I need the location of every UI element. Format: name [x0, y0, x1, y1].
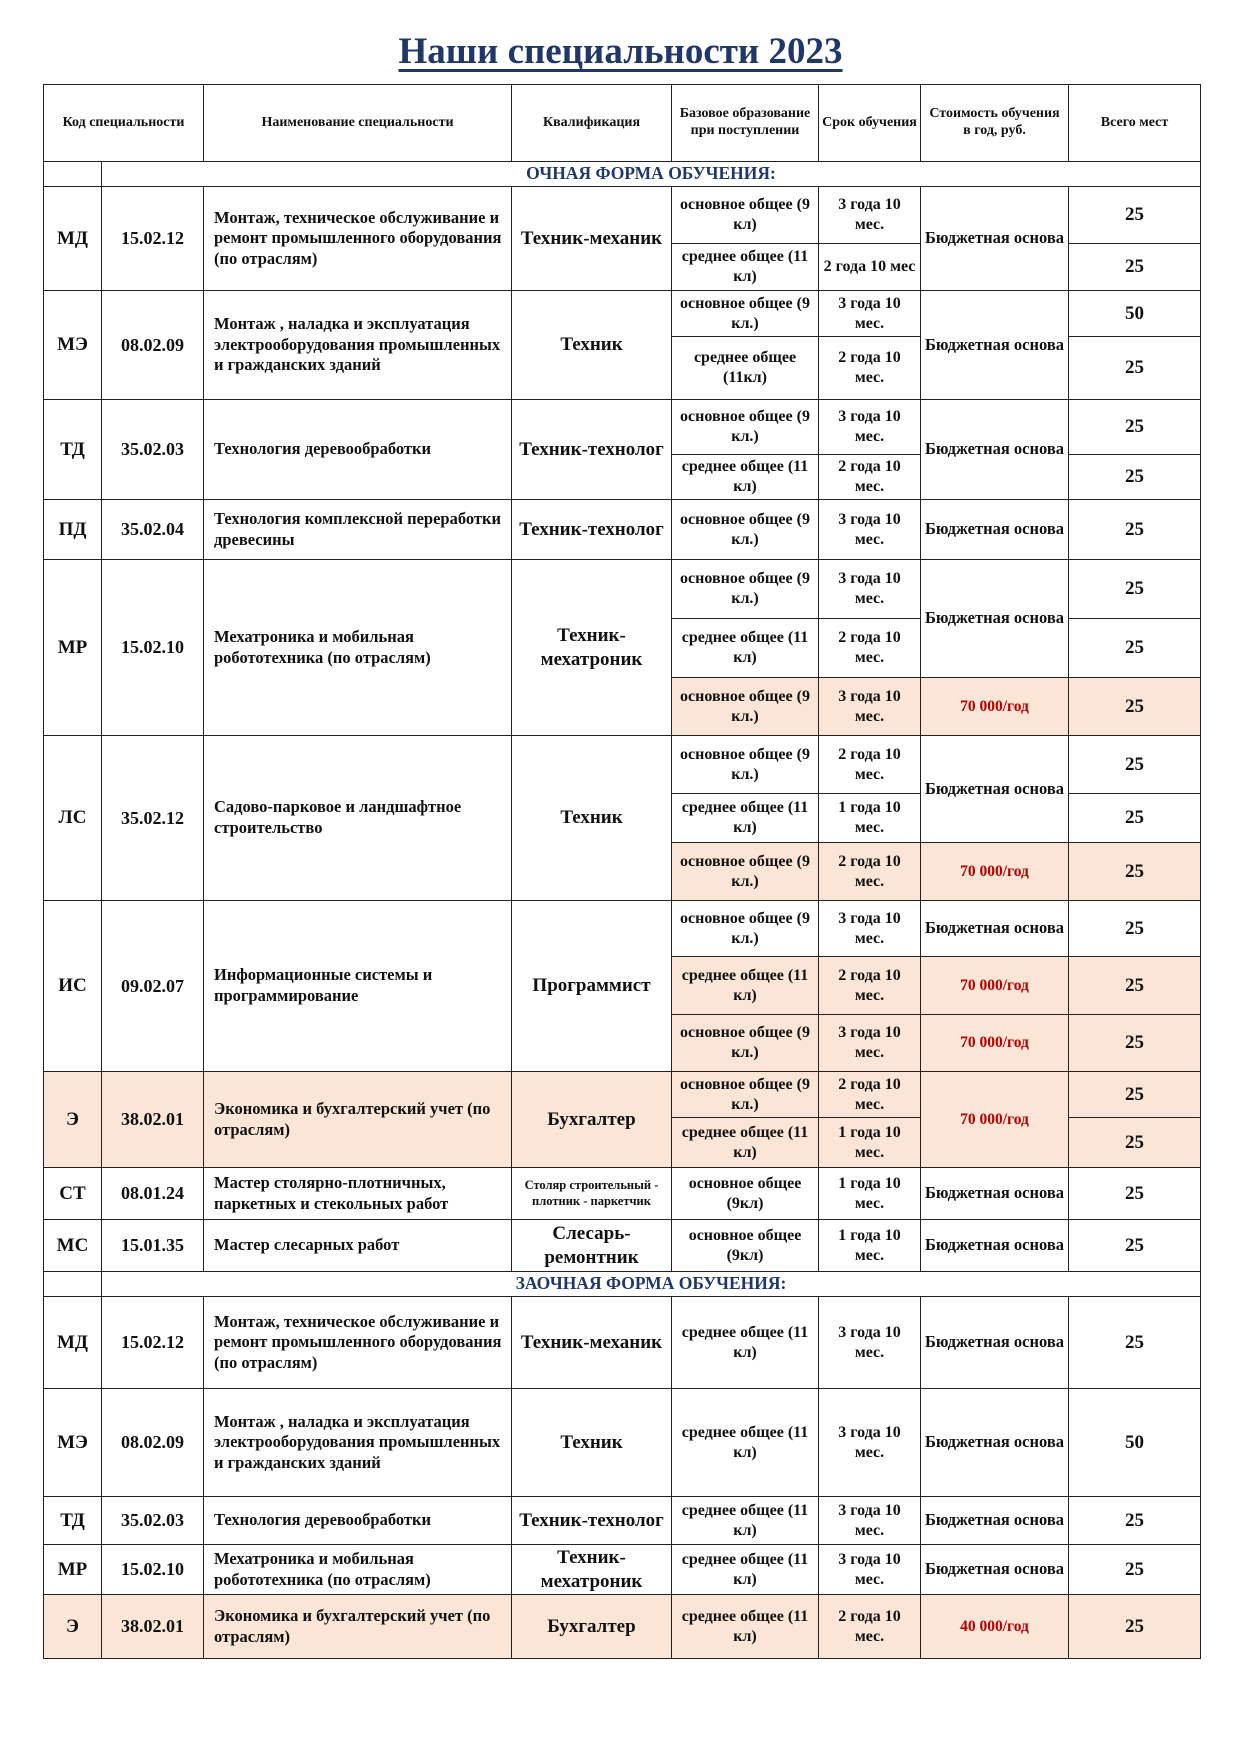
base-cell: основное общее (9 кл.): [672, 400, 819, 455]
abbr-cell: ТД: [44, 400, 102, 500]
code-cell: 38.02.01: [102, 1072, 204, 1168]
term-cell: 1 года 10 мес.: [819, 1118, 921, 1168]
term-cell: 3 года 10 мес.: [819, 1389, 921, 1497]
seats-cell: 25: [1069, 1545, 1201, 1595]
cost-cell: Бюджетная основа: [921, 736, 1069, 843]
seats-cell: 25: [1069, 901, 1201, 957]
cost-cell: 70 000/год: [921, 957, 1069, 1015]
section-row: [44, 162, 1201, 187]
seats-cell: 25: [1069, 794, 1201, 843]
name-cell: Мастер столярно-плотничных, паркетных и стекольных работ: [204, 1168, 512, 1220]
term-cell: 1 года 10 мес.: [819, 794, 921, 843]
term-cell: 3 года 10 мес.: [819, 1297, 921, 1389]
table-row: [44, 291, 1201, 337]
cost-cell: Бюджетная основа: [921, 1497, 1069, 1545]
base-cell: среднее общее (11 кл): [672, 244, 819, 291]
table-row: [44, 1168, 1201, 1220]
term-cell: 1 года 10 мес.: [819, 1168, 921, 1220]
name-cell: Садово-парковое и ландшафтное строительство: [204, 736, 512, 901]
code-cell: 35.02.03: [102, 400, 204, 500]
term-cell: 3 года 10 мес.: [819, 901, 921, 957]
seats-cell: 25: [1069, 1595, 1201, 1659]
cost-cell: 70 000/год: [921, 1072, 1069, 1168]
cost-cell: Бюджетная основа: [921, 400, 1069, 500]
seats-cell: 25: [1069, 619, 1201, 678]
base-cell: среднее общее (11 кл): [672, 1118, 819, 1168]
cost-cell: Бюджетная основа: [921, 1297, 1069, 1389]
section-correspondence: ЗАОЧНАЯ ФОРМА ОБУЧЕНИЯ:: [102, 1272, 1201, 1297]
table-row: [44, 1297, 1201, 1389]
abbr-cell: МР: [44, 1545, 102, 1595]
table-row: [44, 1389, 1201, 1497]
seats-cell: 25: [1069, 1297, 1201, 1389]
table-row: [44, 1072, 1201, 1118]
term-cell: 2 года 10 мес.: [819, 1595, 921, 1659]
abbr-cell: ЛС: [44, 736, 102, 901]
base-cell: основное общее (9 кл.): [672, 560, 819, 619]
term-cell: 3 года 10 мес.: [819, 400, 921, 455]
table-row: [44, 560, 1201, 619]
base-cell: основное общее (9кл): [672, 1168, 819, 1220]
code-cell: 35.02.12: [102, 736, 204, 901]
term-cell: 2 года 10 мес.: [819, 957, 921, 1015]
code-cell: 38.02.01: [102, 1595, 204, 1659]
header-base: Базовое образование при поступлении: [672, 85, 819, 162]
seats-cell: 25: [1069, 1168, 1201, 1220]
base-cell: среднее общее (11 кл): [672, 455, 819, 500]
code-cell: 15.02.12: [102, 1297, 204, 1389]
base-cell: среднее общее (11 кл): [672, 1545, 819, 1595]
header-term: Срок обучения: [819, 85, 921, 162]
table-row: [44, 736, 1201, 794]
name-cell: Технология комплексной переработки древесины: [204, 500, 512, 560]
cost-cell: 40 000/год: [921, 1595, 1069, 1659]
table-row: [44, 1220, 1201, 1272]
term-cell: 3 года 10 мес.: [819, 678, 921, 736]
code-cell: 35.02.04: [102, 500, 204, 560]
cost-cell: Бюджетная основа: [921, 291, 1069, 400]
base-cell: основное общее (9 кл.): [672, 678, 819, 736]
seats-cell: 25: [1069, 400, 1201, 455]
base-cell: основное общее (9 кл.): [672, 1072, 819, 1118]
qualification-cell: Техник-технолог: [512, 500, 672, 560]
cost-cell: Бюджетная основа: [921, 187, 1069, 291]
seats-cell: 25: [1069, 736, 1201, 794]
abbr-cell: МР: [44, 560, 102, 736]
qualification-cell: Техник-механик: [512, 187, 672, 291]
qualification-cell: Техник: [512, 291, 672, 400]
base-cell: среднее общее (11 кл): [672, 794, 819, 843]
term-cell: 3 года 10 мес.: [819, 1545, 921, 1595]
abbr-cell: МС: [44, 1220, 102, 1272]
header-cost: Стоимость обучения в год, руб.: [921, 85, 1069, 162]
abbr-cell: МД: [44, 187, 102, 291]
name-cell: Монтаж, техническое обслуживание и ремонт промышленного оборудования (по отраслям): [204, 187, 512, 291]
term-cell: 2 года 10 мес.: [819, 736, 921, 794]
seats-cell: 25: [1069, 1497, 1201, 1545]
base-cell: основное общее (9 кл): [672, 187, 819, 244]
qualification-cell: Слесарь-ремонтник: [512, 1220, 672, 1272]
base-cell: среднее общее (11 кл): [672, 619, 819, 678]
seats-cell: 50: [1069, 291, 1201, 337]
seats-cell: 25: [1069, 957, 1201, 1015]
base-cell: среднее общее (11 кл): [672, 1389, 819, 1497]
term-cell: 2 года 10 мес.: [819, 843, 921, 901]
abbr-cell: МД: [44, 1297, 102, 1389]
base-cell: основное общее (9 кл.): [672, 901, 819, 957]
seats-cell: 25: [1069, 1015, 1201, 1072]
code-cell: 08.01.24: [102, 1168, 204, 1220]
seats-cell: 25: [1069, 500, 1201, 560]
name-cell: Монтаж, техническое обслуживание и ремонт промышленного оборудования (по отраслям): [204, 1297, 512, 1389]
abbr-cell: ИС: [44, 901, 102, 1072]
seats-cell: 25: [1069, 1220, 1201, 1272]
base-cell: основное общее (9 кл.): [672, 1015, 819, 1072]
seats-cell: 25: [1069, 560, 1201, 619]
base-cell: основное общее (9 кл.): [672, 500, 819, 560]
base-cell: основное общее (9 кл.): [672, 291, 819, 337]
cost-cell: 70 000/год: [921, 678, 1069, 736]
qualification-cell: Бухгалтер: [512, 1595, 672, 1659]
abbr-cell: ТД: [44, 1497, 102, 1545]
header-row: [44, 85, 1201, 162]
cost-cell: Бюджетная основа: [921, 1220, 1069, 1272]
name-cell: Экономика и бухгалтерский учет (по отраслям): [204, 1072, 512, 1168]
table-row: [44, 187, 1201, 244]
name-cell: Мехатроника и мобильная робототехника (по отраслям): [204, 560, 512, 736]
term-cell: 2 года 10 мес.: [819, 619, 921, 678]
name-cell: Технология деревообработки: [204, 1497, 512, 1545]
term-cell: 1 года 10 мес.: [819, 1220, 921, 1272]
table-row: [44, 901, 1201, 957]
abbr-cell: СТ: [44, 1168, 102, 1220]
table-row: [44, 1545, 1201, 1595]
qualification-cell: Техник: [512, 736, 672, 901]
name-cell: Мехатроника и мобильная робототехника (по отраслям): [204, 1545, 512, 1595]
section-full-time: ОЧНАЯ ФОРМА ОБУЧЕНИЯ:: [102, 162, 1201, 187]
abbr-cell: Э: [44, 1072, 102, 1168]
cost-cell: 70 000/год: [921, 1015, 1069, 1072]
seats-cell: 25: [1069, 1118, 1201, 1168]
abbr-cell: ПД: [44, 500, 102, 560]
cost-cell: 70 000/год: [921, 843, 1069, 901]
term-cell: 3 года 10 мес.: [819, 1015, 921, 1072]
base-cell: среднее общее (11 кл): [672, 1497, 819, 1545]
cost-cell: Бюджетная основа: [921, 560, 1069, 678]
qualification-cell: Техник-мехатроник: [512, 560, 672, 736]
page-title: Наши специальности 2023: [398, 31, 843, 72]
code-cell: 15.02.10: [102, 560, 204, 736]
seats-cell: 25: [1069, 843, 1201, 901]
term-cell: 3 года 10 мес.: [819, 500, 921, 560]
term-cell: 3 года 10 мес.: [819, 560, 921, 619]
base-cell: основное общее (9 кл.): [672, 843, 819, 901]
header-name: Наименование специальности: [204, 85, 512, 162]
table-row: [44, 400, 1201, 455]
base-cell: среднее общее (11 кл): [672, 1297, 819, 1389]
base-cell: среднее общее (11 кл): [672, 957, 819, 1015]
term-cell: 2 года 10 мес.: [819, 1072, 921, 1118]
qualification-cell: Техник-мехатроник: [512, 1545, 672, 1595]
abbr-cell: МЭ: [44, 1389, 102, 1497]
code-cell: 35.02.03: [102, 1497, 204, 1545]
qualification-cell: Программист: [512, 901, 672, 1072]
name-cell: Монтаж , наладка и эксплуатация электрооборудования промышленных и гражданских зданий: [204, 1389, 512, 1497]
name-cell: Информационные системы и программирование: [204, 901, 512, 1072]
seats-cell: 25: [1069, 337, 1201, 400]
term-cell: 3 года 10 мес.: [819, 1497, 921, 1545]
code-cell: 15.02.10: [102, 1545, 204, 1595]
code-cell: 09.02.07: [102, 901, 204, 1072]
term-cell: 2 года 10 мес.: [819, 337, 921, 400]
qualification-cell: Техник: [512, 1389, 672, 1497]
cost-cell: Бюджетная основа: [921, 901, 1069, 957]
qualification-cell: Техник-технолог: [512, 400, 672, 500]
code-cell: 08.02.09: [102, 1389, 204, 1497]
qualification-cell: Техник-технолог: [512, 1497, 672, 1545]
code-cell: 08.02.09: [102, 291, 204, 400]
seats-cell: 25: [1069, 244, 1201, 291]
code-cell: 15.02.12: [102, 187, 204, 291]
header-qualification: Квалификация: [512, 85, 672, 162]
table-row: [44, 1497, 1201, 1545]
seats-cell: 25: [1069, 187, 1201, 244]
abbr-cell: МЭ: [44, 291, 102, 400]
base-cell: среднее общее (11кл): [672, 337, 819, 400]
cost-cell: Бюджетная основа: [921, 1389, 1069, 1497]
base-cell: основное общее (9 кл.): [672, 736, 819, 794]
abbr-cell: Э: [44, 1595, 102, 1659]
qualification-cell: Бухгалтер: [512, 1072, 672, 1168]
cost-cell: Бюджетная основа: [921, 1545, 1069, 1595]
seats-cell: 50: [1069, 1389, 1201, 1497]
term-cell: 2 года 10 мес.: [819, 455, 921, 500]
term-cell: 3 года 10 мес.: [819, 187, 921, 244]
cost-cell: Бюджетная основа: [921, 500, 1069, 560]
name-cell: Экономика и бухгалтерский учет (по отраслям): [204, 1595, 512, 1659]
qualification-cell: Столяр строительный - плотник - паркетчик: [512, 1168, 672, 1220]
term-cell: 2 года 10 мес: [819, 244, 921, 291]
header-code: Код специальности: [44, 85, 204, 162]
name-cell: Монтаж , наладка и эксплуатация электрооборудования промышленных и гражданских зданий: [204, 291, 512, 400]
base-cell: основное общее (9кл): [672, 1220, 819, 1272]
section-row: [44, 1272, 1201, 1297]
code-cell: 15.01.35: [102, 1220, 204, 1272]
seats-cell: 25: [1069, 1072, 1201, 1118]
table-row: [44, 1595, 1201, 1659]
qualification-cell: Техник-механик: [512, 1297, 672, 1389]
specialties-table: [43, 84, 1201, 1659]
table-row: [44, 500, 1201, 560]
header-seats: Всего мест: [1069, 85, 1201, 162]
name-cell: Мастер слесарных работ: [204, 1220, 512, 1272]
base-cell: среднее общее (11 кл): [672, 1595, 819, 1659]
cost-cell: Бюджетная основа: [921, 1168, 1069, 1220]
seats-cell: 25: [1069, 455, 1201, 500]
name-cell: Технология деревообработки: [204, 400, 512, 500]
seats-cell: 25: [1069, 678, 1201, 736]
term-cell: 3 года 10 мес.: [819, 291, 921, 337]
